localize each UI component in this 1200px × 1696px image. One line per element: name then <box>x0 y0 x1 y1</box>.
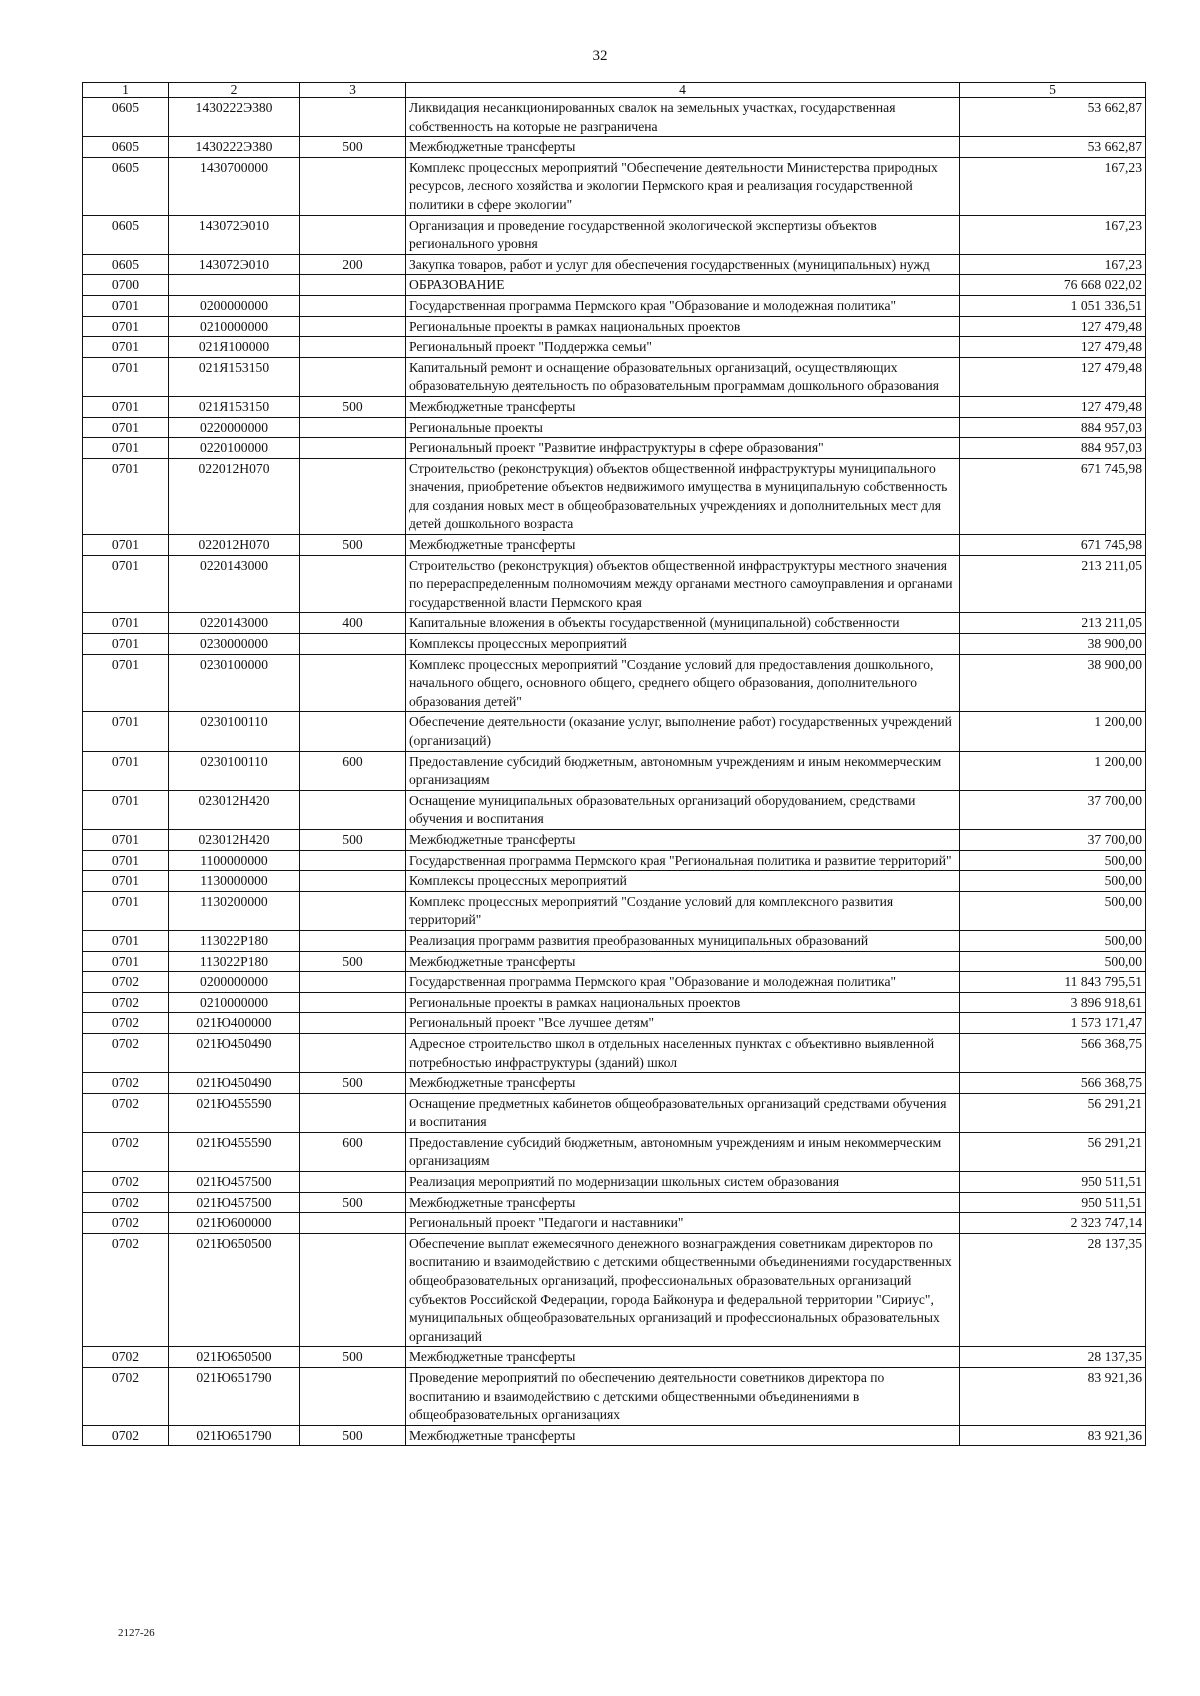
amount-cell: 28 137,35 <box>960 1347 1146 1368</box>
expense-type-cell <box>300 712 406 751</box>
target-article-cell: 1130000000 <box>169 871 300 892</box>
description-cell: Адресное строительство школ в отдельных населенных пунктах с объективно выявленной потребностью инфраструктуры (зданий) школ <box>406 1033 960 1072</box>
amount-cell: 950 511,51 <box>960 1192 1146 1213</box>
target-article-cell: 021Ю650500 <box>169 1347 300 1368</box>
table-row <box>83 1368 1146 1426</box>
description-cell: Межбюджетные трансферты <box>406 951 960 972</box>
section-code-cell: 0701 <box>83 337 169 358</box>
table-row <box>83 254 1146 275</box>
amount-cell: 1 051 336,51 <box>960 295 1146 316</box>
description-cell: Обеспечение деятельности (оказание услуг, выполнение работ) государственных учреждений (организаций) <box>406 712 960 751</box>
amount-cell: 127 479,48 <box>960 357 1146 396</box>
description-cell: Государственная программа Пермского края "Региональная политика и развитие территорий" <box>406 850 960 871</box>
expense-type-cell: 500 <box>300 137 406 158</box>
section-code-cell: 0701 <box>83 316 169 337</box>
section-code-cell: 0701 <box>83 654 169 712</box>
amount-cell: 127 479,48 <box>960 337 1146 358</box>
amount-cell: 500,00 <box>960 891 1146 930</box>
table-row <box>83 1132 1146 1171</box>
expense-type-cell <box>300 634 406 655</box>
expense-type-cell <box>300 157 406 215</box>
table-row <box>83 137 1146 158</box>
description-cell: Реализация мероприятий по модернизации школьных систем образования <box>406 1172 960 1193</box>
expense-type-cell: 500 <box>300 1425 406 1446</box>
description-cell: Государственная программа Пермского края "Образование и молодежная политика" <box>406 972 960 993</box>
expense-type-cell: 500 <box>300 1192 406 1213</box>
table-row <box>83 850 1146 871</box>
table-row <box>83 1192 1146 1213</box>
amount-cell: 11 843 795,51 <box>960 972 1146 993</box>
table-row <box>83 1347 1146 1368</box>
column-header: 5 <box>960 83 1146 98</box>
description-cell: Комплексы процессных мероприятий <box>406 871 960 892</box>
expense-type-cell <box>300 1368 406 1426</box>
description-cell: Капитальный ремонт и оснащение образовательных организаций, осуществляющих образовательную деятельность по образовательным программам дошкольного образования <box>406 357 960 396</box>
amount-cell: 566 368,75 <box>960 1073 1146 1094</box>
description-cell: Межбюджетные трансферты <box>406 396 960 417</box>
description-cell: Межбюджетные трансферты <box>406 535 960 556</box>
expense-type-cell <box>300 850 406 871</box>
expense-type-cell <box>300 1233 406 1347</box>
table-row <box>83 613 1146 634</box>
table-header-row <box>83 83 1146 98</box>
section-code-cell: 0701 <box>83 458 169 534</box>
amount-cell: 500,00 <box>960 871 1146 892</box>
target-article-cell: 021Ю600000 <box>169 1213 300 1234</box>
description-cell: Межбюджетные трансферты <box>406 1425 960 1446</box>
amount-cell: 1 573 171,47 <box>960 1013 1146 1034</box>
amount-cell: 884 957,03 <box>960 417 1146 438</box>
expense-type-cell <box>300 275 406 296</box>
target-article-cell: 0210000000 <box>169 992 300 1013</box>
section-code-cell: 0701 <box>83 891 169 930</box>
target-article-cell: 1130200000 <box>169 891 300 930</box>
target-article-cell: 1100000000 <box>169 850 300 871</box>
section-code-cell: 0605 <box>83 254 169 275</box>
table-row <box>83 337 1146 358</box>
section-code-cell: 0701 <box>83 613 169 634</box>
section-code-cell: 0701 <box>83 850 169 871</box>
amount-cell: 213 211,05 <box>960 613 1146 634</box>
target-article-cell: 113022Р180 <box>169 930 300 951</box>
amount-cell: 127 479,48 <box>960 396 1146 417</box>
description-cell: Предоставление субсидий бюджетным, автономным учреждениям и иным некоммерческим организациям <box>406 1132 960 1171</box>
table-body <box>83 98 1146 1446</box>
description-cell: Ликвидация несанкционированных свалок на земельных участках, государственная собственность на которые не разграничена <box>406 98 960 137</box>
section-code-cell: 0702 <box>83 1033 169 1072</box>
amount-cell: 56 291,21 <box>960 1093 1146 1132</box>
description-cell: Оснащение муниципальных образовательных организаций оборудованием, средствами обучения и воспитания <box>406 790 960 829</box>
table-row <box>83 275 1146 296</box>
section-code-cell: 0605 <box>83 215 169 254</box>
table-row <box>83 1425 1146 1446</box>
expense-type-cell <box>300 458 406 534</box>
amount-cell: 500,00 <box>960 850 1146 871</box>
table-row <box>83 751 1146 790</box>
expense-type-cell: 400 <box>300 613 406 634</box>
expense-type-cell <box>300 790 406 829</box>
target-article-cell: 0200000000 <box>169 972 300 993</box>
amount-cell: 38 900,00 <box>960 654 1146 712</box>
target-article-cell: 022012Н070 <box>169 535 300 556</box>
description-cell: ОБРАЗОВАНИЕ <box>406 275 960 296</box>
section-code-cell: 0702 <box>83 992 169 1013</box>
description-cell: Предоставление субсидий бюджетным, автономным учреждениям и иным некоммерческим организациям <box>406 751 960 790</box>
table-row <box>83 98 1146 137</box>
target-article-cell: 021Я100000 <box>169 337 300 358</box>
section-code-cell: 0701 <box>83 871 169 892</box>
description-cell: Комплекс процессных мероприятий "Создание условий для комплексного развития территорий" <box>406 891 960 930</box>
target-article-cell: 113022Р180 <box>169 951 300 972</box>
amount-cell: 671 745,98 <box>960 535 1146 556</box>
table-row <box>83 634 1146 655</box>
section-code-cell: 0702 <box>83 1093 169 1132</box>
section-code-cell: 0701 <box>83 295 169 316</box>
column-header: 4 <box>406 83 960 98</box>
expense-type-cell: 600 <box>300 1132 406 1171</box>
description-cell: Региональный проект "Развитие инфраструктуры в сфере образования" <box>406 438 960 459</box>
target-article-cell: 021Ю650500 <box>169 1233 300 1347</box>
expense-type-cell: 500 <box>300 535 406 556</box>
section-code-cell: 0605 <box>83 137 169 158</box>
description-cell: Строительство (реконструкция) объектов общественной инфраструктуры муниципального значения, приобретение объектов недвижимого имущества в муниципальную собственность для создания новых мест в общеобразовательных учреждениях и дополнительных мест для детей дошкольного возраста <box>406 458 960 534</box>
table-row <box>83 535 1146 556</box>
expense-type-cell: 200 <box>300 254 406 275</box>
expense-type-cell <box>300 337 406 358</box>
description-cell: Капитальные вложения в объекты государственной (муниципальной) собственности <box>406 613 960 634</box>
amount-cell: 167,23 <box>960 215 1146 254</box>
expense-type-cell <box>300 972 406 993</box>
target-article-cell: 0230100000 <box>169 654 300 712</box>
target-article-cell: 021Ю455590 <box>169 1132 300 1171</box>
table-row <box>83 1013 1146 1034</box>
table-row <box>83 1073 1146 1094</box>
amount-cell: 37 700,00 <box>960 829 1146 850</box>
table-row <box>83 1033 1146 1072</box>
description-cell: Межбюджетные трансферты <box>406 1347 960 1368</box>
description-cell: Региональный проект "Все лучшее детям" <box>406 1013 960 1034</box>
expense-type-cell <box>300 438 406 459</box>
section-code-cell: 0701 <box>83 555 169 613</box>
expense-type-cell: 500 <box>300 1347 406 1368</box>
amount-cell: 83 921,36 <box>960 1368 1146 1426</box>
expense-type-cell <box>300 1213 406 1234</box>
section-code-cell: 0605 <box>83 98 169 137</box>
amount-cell: 53 662,87 <box>960 137 1146 158</box>
section-code-cell: 0701 <box>83 535 169 556</box>
target-article-cell: 1430222Э380 <box>169 137 300 158</box>
amount-cell: 53 662,87 <box>960 98 1146 137</box>
table-row <box>83 712 1146 751</box>
expense-type-cell <box>300 215 406 254</box>
table-row <box>83 1172 1146 1193</box>
section-code-cell: 0702 <box>83 1213 169 1234</box>
target-article-cell: 021Ю651790 <box>169 1425 300 1446</box>
expense-type-cell <box>300 98 406 137</box>
table-row <box>83 891 1146 930</box>
description-cell: Организация и проведение государственной экологической экспертизы объектов регионального уровня <box>406 215 960 254</box>
expense-type-cell: 500 <box>300 951 406 972</box>
table-row <box>83 930 1146 951</box>
target-article-cell: 023012Н420 <box>169 790 300 829</box>
section-code-cell: 0701 <box>83 357 169 396</box>
target-article-cell: 0220143000 <box>169 613 300 634</box>
description-cell: Региональные проекты <box>406 417 960 438</box>
expense-type-cell: 600 <box>300 751 406 790</box>
table-row <box>83 417 1146 438</box>
target-article-cell: 1430222Э380 <box>169 98 300 137</box>
table-row <box>83 1093 1146 1132</box>
section-code-cell: 0701 <box>83 951 169 972</box>
amount-cell: 671 745,98 <box>960 458 1146 534</box>
target-article-cell: 0230100110 <box>169 751 300 790</box>
description-cell: Закупка товаров, работ и услуг для обеспечения государственных (муниципальных) нужд <box>406 254 960 275</box>
target-article-cell: 021Ю457500 <box>169 1192 300 1213</box>
amount-cell: 3 896 918,61 <box>960 992 1146 1013</box>
section-code-cell: 0701 <box>83 396 169 417</box>
amount-cell: 884 957,03 <box>960 438 1146 459</box>
table-row <box>83 295 1146 316</box>
section-code-cell: 0701 <box>83 790 169 829</box>
column-header: 2 <box>169 83 300 98</box>
section-code-cell: 0701 <box>83 712 169 751</box>
section-code-cell: 0701 <box>83 930 169 951</box>
target-article-cell: 021Ю450490 <box>169 1033 300 1072</box>
expense-type-cell <box>300 357 406 396</box>
expense-type-cell <box>300 1172 406 1193</box>
target-article-cell: 0200000000 <box>169 295 300 316</box>
target-article-cell: 021Ю651790 <box>169 1368 300 1426</box>
description-cell: Региональные проекты в рамках национальных проектов <box>406 992 960 1013</box>
table-row <box>83 215 1146 254</box>
table-row <box>83 654 1146 712</box>
section-code-cell: 0701 <box>83 417 169 438</box>
expense-type-cell <box>300 295 406 316</box>
table-row <box>83 316 1146 337</box>
target-article-cell: 022012Н070 <box>169 458 300 534</box>
section-code-cell: 0701 <box>83 438 169 459</box>
amount-cell: 500,00 <box>960 951 1146 972</box>
column-header: 3 <box>300 83 406 98</box>
target-article-cell: 021Ю400000 <box>169 1013 300 1034</box>
page-number: 32 <box>592 48 608 64</box>
description-cell: Межбюджетные трансферты <box>406 829 960 850</box>
description-cell: Региональный проект "Педагоги и наставники" <box>406 1213 960 1234</box>
amount-cell: 37 700,00 <box>960 790 1146 829</box>
target-article-cell: 143072Э010 <box>169 254 300 275</box>
amount-cell: 127 479,48 <box>960 316 1146 337</box>
description-cell: Комплекс процессных мероприятий "Обеспечение деятельности Министерства природных ресурсов, лесного хозяйства и экологии Пермского края и реализация государственной политики в сфере экологии" <box>406 157 960 215</box>
expense-type-cell <box>300 992 406 1013</box>
column-header: 1 <box>83 83 169 98</box>
table-row <box>83 458 1146 534</box>
amount-cell: 950 511,51 <box>960 1172 1146 1193</box>
expense-type-cell <box>300 1013 406 1034</box>
amount-cell: 167,23 <box>960 157 1146 215</box>
table-row <box>83 951 1146 972</box>
table-row <box>83 871 1146 892</box>
description-cell: Комплекс процессных мероприятий "Создание условий для предоставления дошкольного, начального общего, основного общего, среднего общего образования, дополнительного образования детей" <box>406 654 960 712</box>
target-article-cell: 143072Э010 <box>169 215 300 254</box>
table-row <box>83 555 1146 613</box>
description-cell: Межбюджетные трансферты <box>406 1192 960 1213</box>
section-code-cell: 0701 <box>83 829 169 850</box>
amount-cell: 28 137,35 <box>960 1233 1146 1347</box>
section-code-cell: 0702 <box>83 1073 169 1094</box>
target-article-cell: 0220143000 <box>169 555 300 613</box>
description-cell: Региональный проект "Поддержка семьи" <box>406 337 960 358</box>
amount-cell: 83 921,36 <box>960 1425 1146 1446</box>
expense-type-cell <box>300 1033 406 1072</box>
description-cell: Региональные проекты в рамках национальных проектов <box>406 316 960 337</box>
section-code-cell: 0702 <box>83 1013 169 1034</box>
expense-type-cell: 500 <box>300 1073 406 1094</box>
target-article-cell: 021Я153150 <box>169 357 300 396</box>
description-cell: Строительство (реконструкция) объектов общественной инфраструктуры местного значения по перераспределенным полномочиям между органами местного самоуправления и органами государственной власти Пермского края <box>406 555 960 613</box>
description-cell: Обеспечение выплат ежемесячного денежного вознаграждения советникам директоров по воспитанию и взаимодействию с детскими общественными объединениями государственных общеобразовательных организаций, профессиональных образовательных организаций субъектов Российской Федерации, города Байконура и федеральной территории "Сириус", муниципальных общеобразовательных организаций и профессиональных образовательных организаций <box>406 1233 960 1347</box>
expense-type-cell <box>300 555 406 613</box>
expense-type-cell <box>300 316 406 337</box>
expense-type-cell <box>300 871 406 892</box>
description-cell: Оснащение предметных кабинетов общеобразовательных организаций средствами обучения и воспитания <box>406 1093 960 1132</box>
table-row <box>83 992 1146 1013</box>
target-article-cell: 0230000000 <box>169 634 300 655</box>
amount-cell: 56 291,21 <box>960 1132 1146 1171</box>
section-code-cell: 0702 <box>83 1132 169 1171</box>
amount-cell: 2 323 747,14 <box>960 1213 1146 1234</box>
description-cell: Реализация программ развития преобразованных муниципальных образований <box>406 930 960 951</box>
budget-table <box>82 82 1146 1446</box>
amount-cell: 500,00 <box>960 930 1146 951</box>
footer-code: 2127-26 <box>118 1627 155 1639</box>
section-code-cell: 0702 <box>83 1233 169 1347</box>
table-row <box>83 790 1146 829</box>
target-article-cell: 021Ю457500 <box>169 1172 300 1193</box>
target-article-cell: 023012Н420 <box>169 829 300 850</box>
section-code-cell: 0701 <box>83 751 169 790</box>
description-cell: Межбюджетные трансферты <box>406 137 960 158</box>
amount-cell: 1 200,00 <box>960 751 1146 790</box>
target-article-cell: 1430700000 <box>169 157 300 215</box>
target-article-cell: 0220000000 <box>169 417 300 438</box>
target-article-cell <box>169 275 300 296</box>
target-article-cell: 0230100110 <box>169 712 300 751</box>
amount-cell: 38 900,00 <box>960 634 1146 655</box>
table-row <box>83 829 1146 850</box>
expense-type-cell: 500 <box>300 829 406 850</box>
target-article-cell: 021Ю450490 <box>169 1073 300 1094</box>
description-cell: Проведение мероприятий по обеспечению деятельности советников директора по воспитанию и взаимодействию с детскими общественными объединениями в общеобразовательных организациях <box>406 1368 960 1426</box>
table-row <box>83 357 1146 396</box>
amount-cell: 566 368,75 <box>960 1033 1146 1072</box>
description-cell: Государственная программа Пермского края "Образование и молодежная политика" <box>406 295 960 316</box>
target-article-cell: 0220100000 <box>169 438 300 459</box>
section-code-cell: 0605 <box>83 157 169 215</box>
section-code-cell: 0702 <box>83 972 169 993</box>
expense-type-cell: 500 <box>300 396 406 417</box>
table-row <box>83 438 1146 459</box>
section-code-cell: 0702 <box>83 1368 169 1426</box>
table-row <box>83 1213 1146 1234</box>
description-cell: Комплексы процессных мероприятий <box>406 634 960 655</box>
table-row <box>83 972 1146 993</box>
table-row <box>83 396 1146 417</box>
expense-type-cell <box>300 930 406 951</box>
section-code-cell: 0702 <box>83 1172 169 1193</box>
target-article-cell: 021Ю455590 <box>169 1093 300 1132</box>
amount-cell: 76 668 022,02 <box>960 275 1146 296</box>
expense-type-cell <box>300 1093 406 1132</box>
expense-type-cell <box>300 654 406 712</box>
section-code-cell: 0702 <box>83 1425 169 1446</box>
amount-cell: 213 211,05 <box>960 555 1146 613</box>
table-row <box>83 1233 1146 1347</box>
section-code-cell: 0702 <box>83 1192 169 1213</box>
section-code-cell: 0702 <box>83 1347 169 1368</box>
expense-type-cell <box>300 417 406 438</box>
amount-cell: 167,23 <box>960 254 1146 275</box>
target-article-cell: 021Я153150 <box>169 396 300 417</box>
target-article-cell: 0210000000 <box>169 316 300 337</box>
description-cell: Межбюджетные трансферты <box>406 1073 960 1094</box>
section-code-cell: 0701 <box>83 634 169 655</box>
section-code-cell: 0700 <box>83 275 169 296</box>
amount-cell: 1 200,00 <box>960 712 1146 751</box>
table-row <box>83 157 1146 215</box>
expense-type-cell <box>300 891 406 930</box>
